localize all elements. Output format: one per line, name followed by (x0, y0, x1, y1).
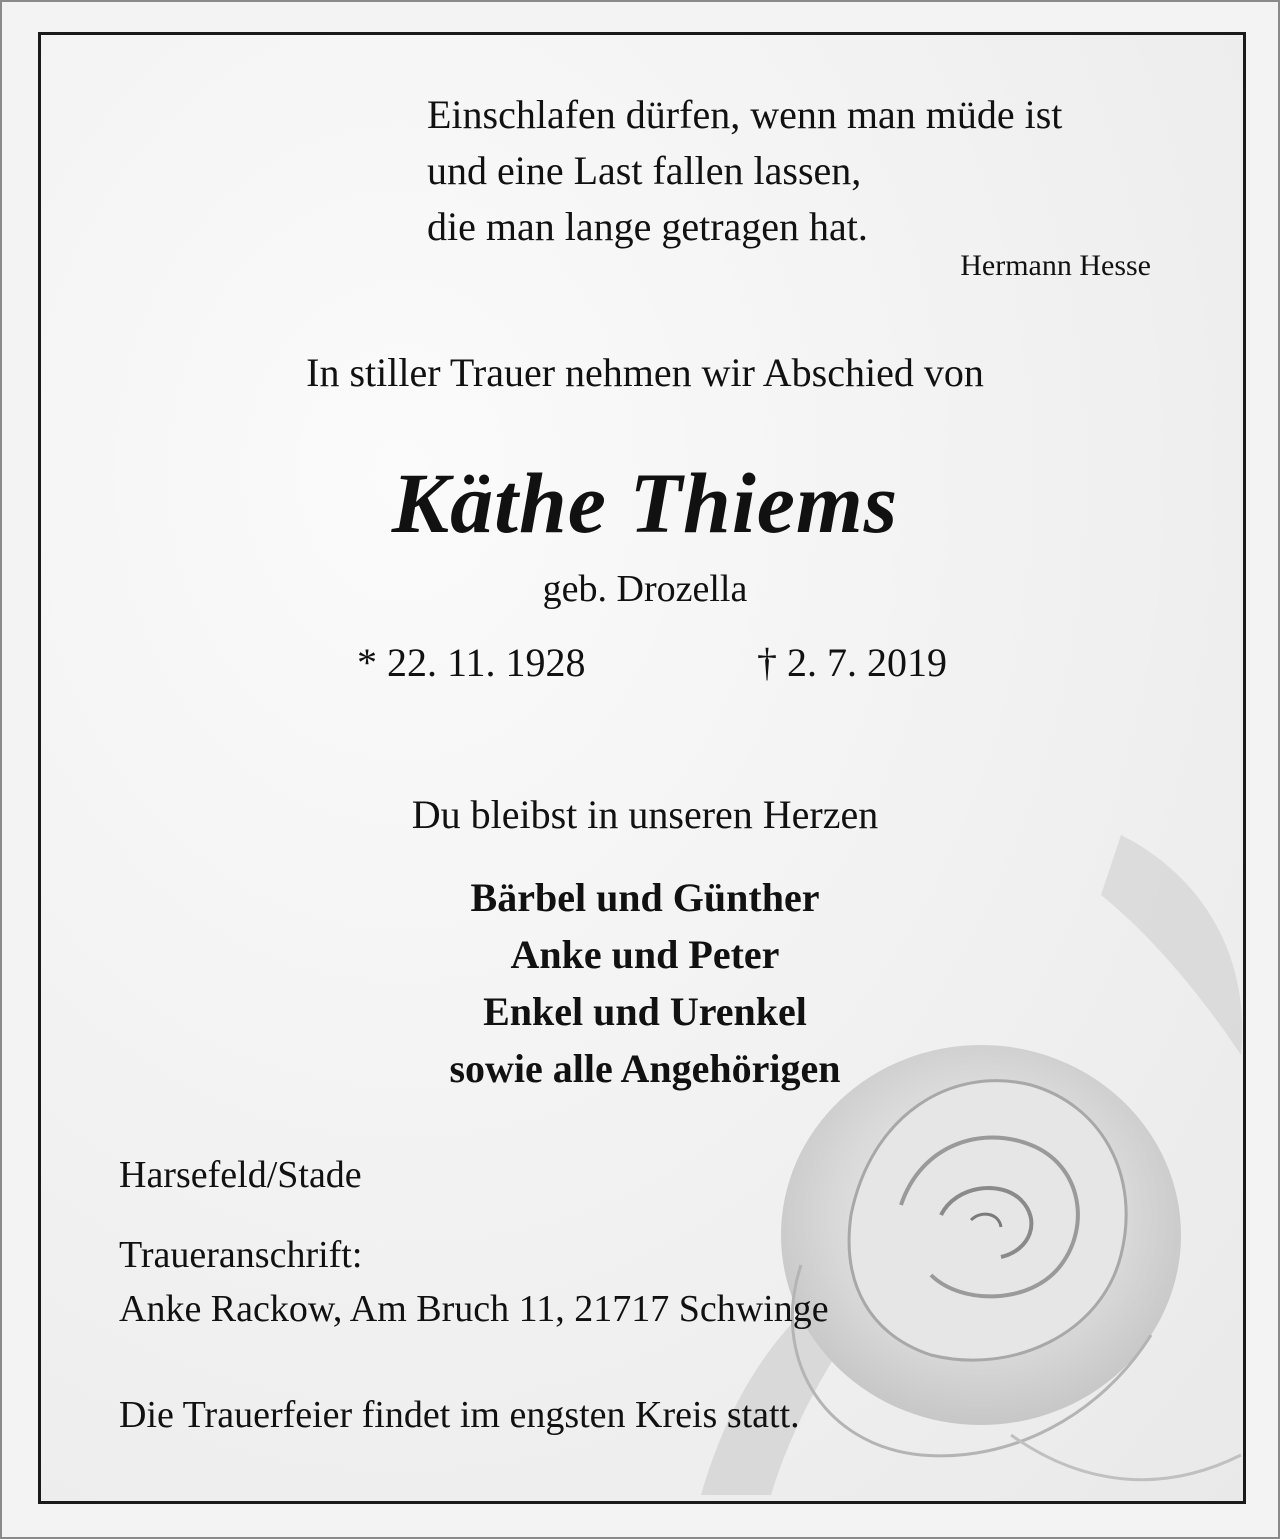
death-date: † 2. 7. 2019 (757, 640, 947, 685)
quote-author: Hermann Hesse (960, 249, 1151, 282)
family-list (41, 869, 1246, 1097)
obituary-frame (38, 32, 1246, 1504)
location-text: Harsefeld/Stade (119, 1154, 362, 1196)
ceremony-note: Die Trauerfeier findet im engsten Kreis statt. (119, 1394, 800, 1436)
family-member: Enkel und Urenkel (483, 989, 807, 1034)
quote-line: die man lange getragen hat. (427, 204, 868, 249)
quote-line: Einschlafen dürfen, wenn man müde ist (427, 92, 1063, 137)
family-member: sowie alle Angehörigen (449, 1046, 841, 1091)
family-member: Anke und Peter (510, 932, 780, 977)
birth-name: geb. Drozella (542, 568, 748, 610)
address-label: Traueranschrift: (119, 1234, 363, 1276)
remembrance-line: Du bleibst in unseren Herzen (411, 792, 879, 837)
address-value: Anke Rackow, Am Bruch 11, 21717 Schwinge (119, 1288, 829, 1330)
quote-line: und eine Last fallen lassen, (427, 148, 862, 193)
birth-date: * 22. 11. 1928 (357, 640, 586, 685)
intro-text: In stiller Trauer nehmen wir Abschied von (306, 350, 984, 395)
quote-block (427, 87, 1062, 255)
family-member: Bärbel und Günther (470, 875, 820, 920)
deceased-name: Käthe Thiems (391, 455, 899, 551)
